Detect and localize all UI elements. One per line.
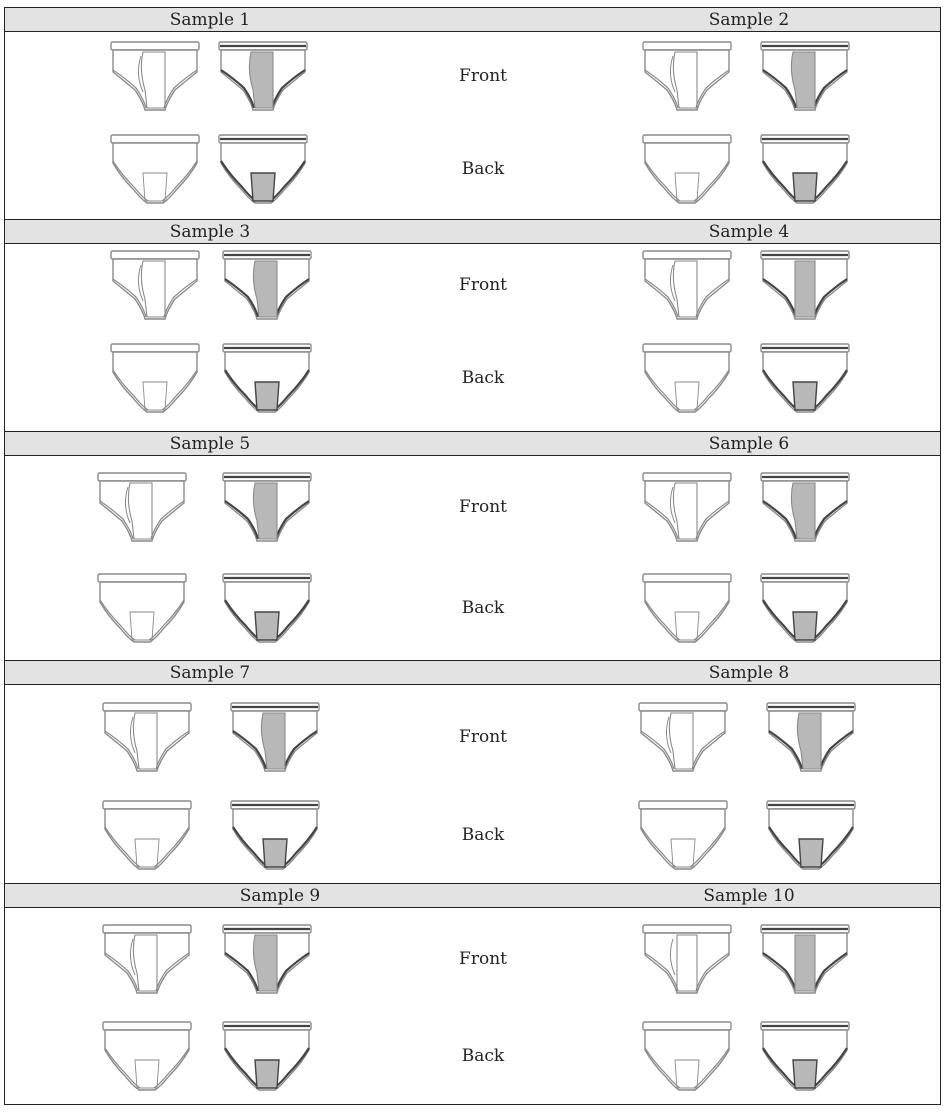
sample-header-row: [5, 220, 940, 244]
shaded-front-garment-sketch: [759, 40, 851, 112]
sample-title: Sample 3: [169, 222, 251, 242]
plain-back-garment-sketch: [101, 1020, 193, 1092]
plain-back-garment-sketch: [109, 133, 201, 205]
sample-title: Sample 1: [169, 10, 251, 30]
sample-header-row: [5, 661, 940, 685]
shaded-back-garment-sketch: [759, 1020, 851, 1092]
shaded-front-garment-sketch: [221, 471, 313, 543]
plain-back-garment-sketch: [641, 572, 733, 644]
sample-images-row: [5, 685, 940, 884]
plain-back-garment-sketch: [637, 799, 729, 871]
plain-front-garment-sketch: [96, 471, 188, 543]
plain-front-garment-sketch: [641, 40, 733, 112]
shaded-front-garment-sketch: [217, 40, 309, 112]
plain-front-garment-sketch: [109, 40, 201, 112]
sample-images-row: [5, 456, 940, 661]
sample-title: Sample 8: [708, 663, 790, 683]
shaded-back-garment-sketch: [759, 342, 851, 414]
plain-back-garment-sketch: [109, 342, 201, 414]
back-view-label: Back: [461, 1046, 505, 1066]
shaded-front-garment-sketch: [221, 249, 313, 321]
samples-table: [4, 7, 941, 1105]
front-view-label: Front: [459, 949, 507, 969]
shaded-front-garment-sketch: [765, 701, 857, 773]
plain-back-garment-sketch: [641, 1020, 733, 1092]
plain-front-garment-sketch: [101, 923, 193, 995]
plain-front-garment-sketch: [109, 249, 201, 321]
plain-back-garment-sketch: [96, 572, 188, 644]
sample-images-row: [5, 908, 940, 1104]
front-view-label: Front: [459, 275, 507, 295]
sample-title: Sample 7: [169, 663, 251, 683]
sample-title: Sample 2: [708, 10, 790, 30]
shaded-back-garment-sketch: [221, 1020, 313, 1092]
shaded-back-garment-sketch: [759, 572, 851, 644]
sample-header-row: [5, 8, 940, 32]
sample-title: Sample 10: [703, 886, 795, 906]
plain-front-garment-sketch: [641, 471, 733, 543]
back-view-label: Back: [461, 825, 505, 845]
back-view-label: Back: [461, 598, 505, 618]
plain-front-garment-sketch: [641, 923, 733, 995]
sample-title: Sample 6: [708, 434, 790, 454]
sample-images-row: [5, 32, 940, 220]
shaded-front-garment-sketch: [229, 701, 321, 773]
plain-front-garment-sketch: [101, 701, 193, 773]
sample-header-row: [5, 432, 940, 456]
sample-title: Sample 4: [708, 222, 790, 242]
plain-front-garment-sketch: [637, 701, 729, 773]
front-view-label: Front: [459, 66, 507, 86]
sample-images-row: [5, 244, 940, 432]
shaded-front-garment-sketch: [759, 471, 851, 543]
shaded-back-garment-sketch: [221, 572, 313, 644]
sample-header-row: [5, 884, 940, 908]
plain-back-garment-sketch: [641, 133, 733, 205]
shaded-back-garment-sketch: [765, 799, 857, 871]
back-view-label: Back: [461, 159, 505, 179]
plain-back-garment-sketch: [101, 799, 193, 871]
shaded-front-garment-sketch: [759, 249, 851, 321]
plain-front-garment-sketch: [641, 249, 733, 321]
shaded-back-garment-sketch: [759, 133, 851, 205]
front-view-label: Front: [459, 497, 507, 517]
plain-back-garment-sketch: [641, 342, 733, 414]
back-view-label: Back: [461, 368, 505, 388]
shaded-front-garment-sketch: [221, 923, 313, 995]
shaded-front-garment-sketch: [759, 923, 851, 995]
sample-title: Sample 9: [239, 886, 321, 906]
front-view-label: Front: [459, 727, 507, 747]
shaded-back-garment-sketch: [221, 342, 313, 414]
shaded-back-garment-sketch: [229, 799, 321, 871]
shaded-back-garment-sketch: [217, 133, 309, 205]
sample-title: Sample 5: [169, 434, 251, 454]
